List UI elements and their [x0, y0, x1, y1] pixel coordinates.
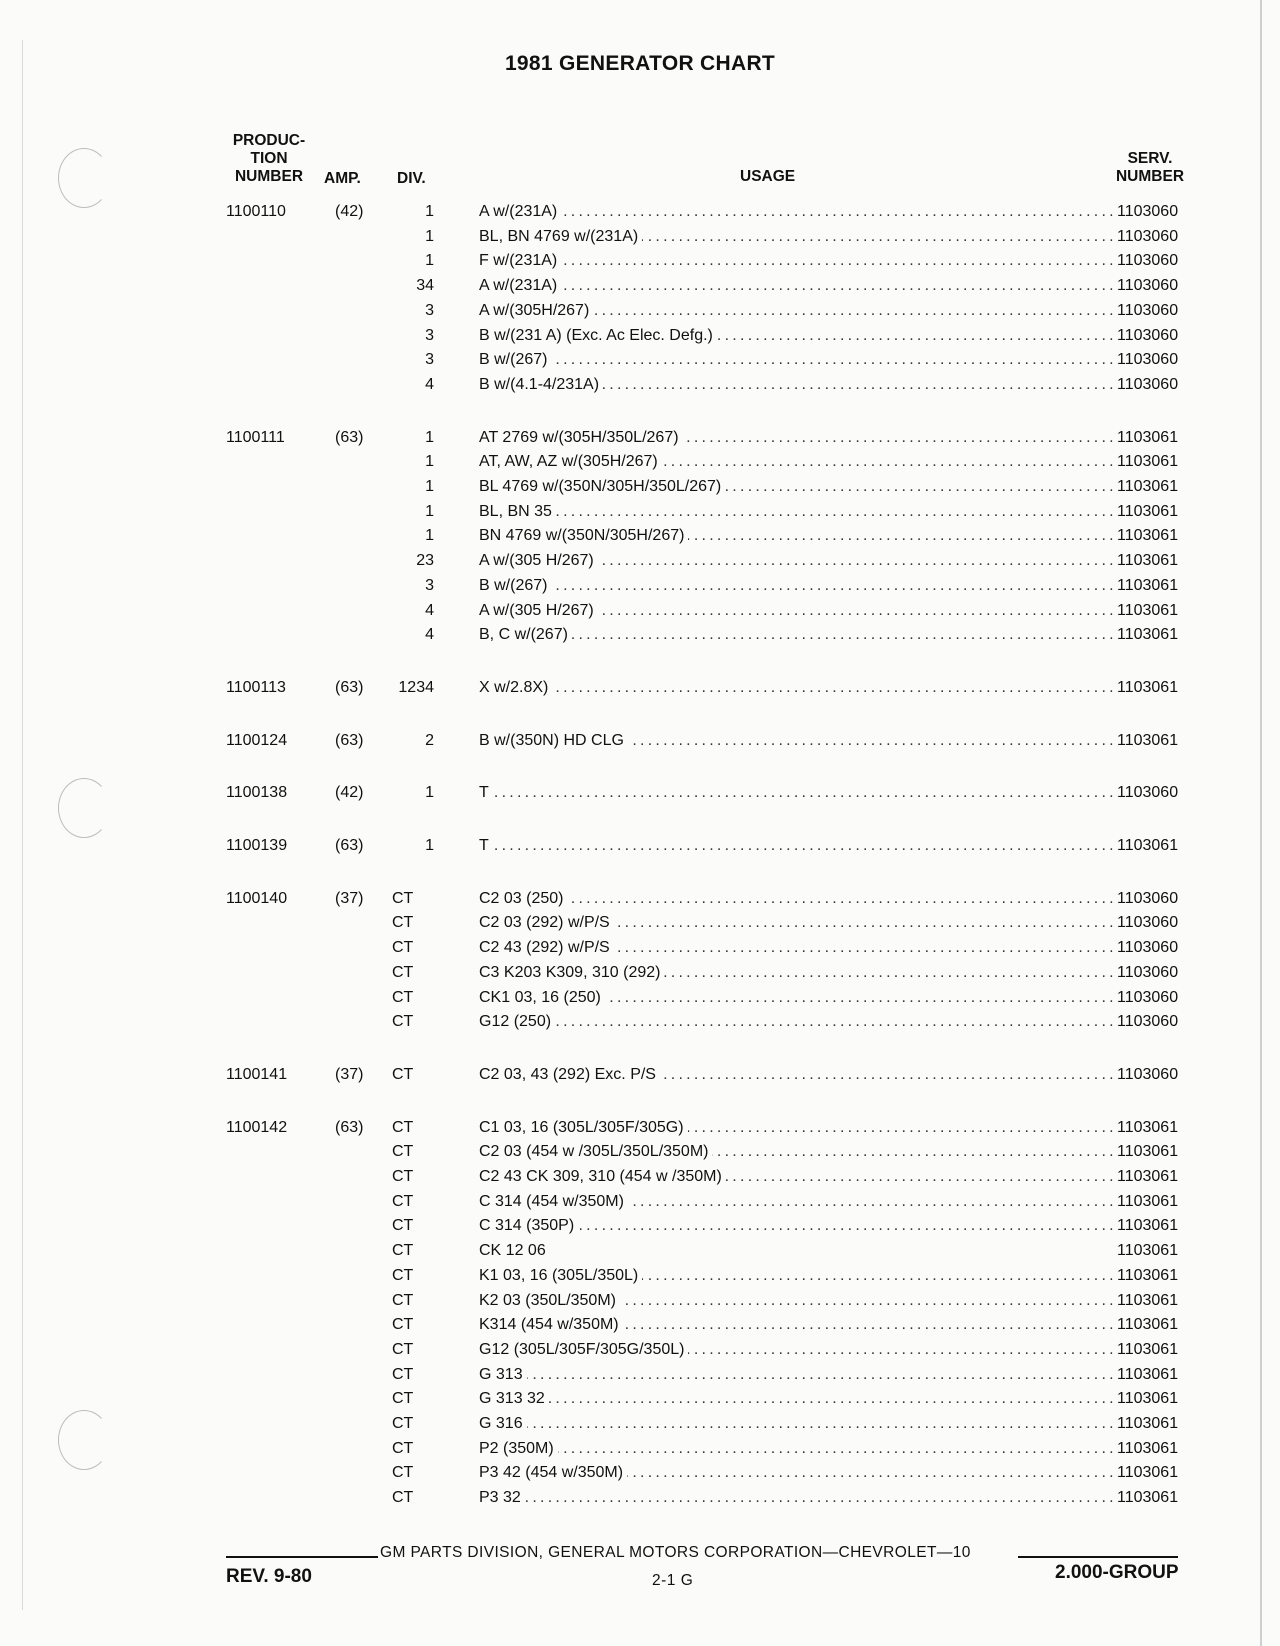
usage-cell — [479, 676, 1113, 700]
usage-text: A w/(231A) — [479, 203, 561, 220]
usage-cell — [479, 887, 1113, 911]
table-row — [0, 1412, 1280, 1436]
production-number-cell: 1100110 — [226, 203, 286, 220]
div-cell: CT — [392, 939, 414, 957]
usage-text: CK1 03, 16 (250) — [479, 989, 605, 1006]
usage-cell — [479, 373, 1113, 397]
serv-number-cell: 1103061 — [1117, 626, 1179, 644]
usage-cell — [479, 1437, 1113, 1461]
footer-division: GM PARTS DIVISION, GENERAL MOTORS CORPORATION—CHEVROLET—10 — [380, 1544, 971, 1561]
header-div: DIV. — [397, 170, 426, 187]
usage-cell — [479, 426, 1113, 450]
page-code: 2-1 G — [652, 1572, 694, 1589]
table-row — [0, 200, 1280, 224]
table-row — [0, 599, 1280, 623]
usage-text: C1 03, 16 (305L/305F/305G) — [479, 1119, 688, 1136]
table-row — [0, 426, 1280, 450]
production-number-cell: 1100141 — [226, 1065, 288, 1083]
serv-number-cell: 1103061 — [1117, 731, 1179, 749]
usage-cell — [479, 249, 1113, 273]
div-cell: 1234 — [398, 678, 434, 696]
div-cell: 1 — [425, 453, 434, 471]
usage-text: AT, AW, AZ w/(305H/267) — [479, 453, 662, 470]
serv-number-cell: 1103061 — [1117, 478, 1179, 495]
usage-cell — [479, 1116, 1113, 1140]
table-row — [0, 524, 1280, 548]
usage-text: C2 03 (454 w /305L/350L/350M) — [479, 1143, 712, 1160]
div-cell: CT — [392, 1242, 414, 1260]
usage-text: P2 (350M) — [479, 1440, 558, 1457]
serv-number-cell: 1103060 — [1117, 889, 1179, 907]
table-row — [0, 1437, 1280, 1461]
serv-number-cell: 1103061 — [1117, 1143, 1179, 1161]
usage-text: C2 43 (292) w/P/S — [479, 939, 614, 956]
table-row — [0, 225, 1280, 249]
usage-text: A w/(231A) — [479, 277, 561, 294]
usage-text: G12 (305L/305F/305G/350L) — [479, 1341, 688, 1358]
div-cell: 1 — [425, 252, 434, 270]
table-row — [0, 1214, 1280, 1238]
header-production-number — [224, 132, 314, 186]
serv-number-cell: 1103061 — [1117, 1242, 1179, 1260]
revision-label: REV. 9-80 — [226, 1566, 312, 1587]
div-cell: CT — [392, 1415, 414, 1432]
table-row — [0, 936, 1280, 960]
div-cell: 4 — [425, 626, 434, 644]
production-number-cell: 1100113 — [226, 678, 286, 696]
usage-text: CK 12 06 — [479, 1242, 550, 1259]
table-row — [0, 475, 1280, 499]
header-usage: USAGE — [740, 168, 796, 185]
table-row — [0, 961, 1280, 985]
punch-hole — [58, 148, 110, 208]
div-cell: CT — [392, 1291, 414, 1309]
usage-text: C 314 (350P) — [479, 1217, 578, 1234]
table-row — [0, 1363, 1280, 1387]
usage-cell — [479, 834, 1113, 858]
usage-cell — [479, 1214, 1113, 1238]
usage-text: BN 4769 w/(350N/305H/267) — [479, 527, 688, 544]
usage-text: P3 32 — [479, 1489, 525, 1506]
usage-cell — [479, 1063, 1113, 1087]
usage-cell — [479, 574, 1113, 598]
usage-text: G12 (250) — [479, 1013, 555, 1030]
usage-cell — [479, 1338, 1113, 1362]
table-row — [0, 834, 1280, 858]
serv-number-cell: 1103060 — [1117, 203, 1179, 220]
div-cell: 1 — [425, 203, 434, 220]
serv-number-cell: 1103060 — [1117, 301, 1179, 319]
usage-text: C 314 (454 w/350M) — [479, 1193, 628, 1210]
usage-text: C2 43 CK 309, 310 (454 w /350M) — [479, 1168, 726, 1185]
table-row — [0, 1116, 1280, 1140]
production-number-cell: 1100139 — [226, 837, 288, 854]
table-row — [0, 1010, 1280, 1034]
div-cell: CT — [392, 1316, 414, 1334]
div-cell: 2 — [425, 731, 434, 749]
div-cell: 4 — [425, 375, 434, 393]
usage-cell — [479, 1140, 1113, 1164]
serv-number-cell: 1103061 — [1117, 1390, 1179, 1408]
table-row — [0, 1461, 1280, 1485]
group-label: 2.000-GROUP — [1055, 1562, 1179, 1583]
usage-cell — [479, 200, 1113, 224]
usage-text: T — [479, 784, 493, 801]
usage-cell — [479, 986, 1113, 1010]
div-cell: 1 — [425, 227, 434, 245]
amp-cell: (63) — [335, 678, 364, 696]
serv-number-cell: 1103061 — [1117, 1489, 1179, 1507]
div-cell: 1 — [425, 428, 434, 446]
serv-number-cell: 1103061 — [1117, 1118, 1179, 1136]
serv-number-cell: 1103060 — [1117, 1013, 1179, 1031]
div-cell: CT — [392, 1266, 414, 1284]
serv-number-cell: 1103061 — [1117, 1439, 1179, 1457]
div-cell: CT — [392, 1489, 414, 1507]
serv-number-cell: 1103061 — [1117, 1266, 1179, 1284]
usage-text: A w/(305 H/267) — [479, 602, 598, 619]
production-number-cell: 1100142 — [226, 1118, 288, 1136]
usage-cell — [479, 911, 1113, 935]
serv-number-cell: 1103061 — [1117, 1217, 1179, 1235]
div-cell: CT — [392, 1013, 414, 1031]
usage-cell — [479, 599, 1113, 623]
page-title: 1981 GENERATOR CHART — [504, 52, 776, 75]
div-cell: CT — [392, 914, 414, 932]
usage-cell — [479, 781, 1113, 805]
usage-cell — [479, 225, 1113, 249]
usage-cell — [479, 1264, 1113, 1288]
usage-text: C2 03 (292) w/P/S — [479, 914, 614, 931]
table-row — [0, 1190, 1280, 1214]
table-row — [0, 450, 1280, 474]
div-cell: 3 — [425, 326, 434, 344]
usage-text: G 313 — [479, 1366, 527, 1383]
usage-cell — [479, 324, 1113, 348]
div-cell: 3 — [425, 351, 434, 369]
table-row — [0, 676, 1280, 700]
serv-number-cell: 1103060 — [1117, 375, 1179, 393]
usage-cell — [479, 936, 1113, 960]
usage-text: B w/(350N) HD CLG — [479, 732, 628, 749]
usage-text: AT 2769 w/(305H/350L/267) — [479, 429, 683, 446]
table-row — [0, 887, 1280, 911]
serv-number-cell: 1103061 — [1117, 1365, 1179, 1383]
usage-text: B w/(267) — [479, 351, 551, 368]
serv-number-cell: 1103060 — [1117, 988, 1179, 1006]
serv-number-cell: 1103060 — [1117, 939, 1179, 957]
table-row — [0, 1289, 1280, 1313]
usage-cell — [479, 1387, 1113, 1411]
usage-cell — [479, 1165, 1113, 1189]
usage-cell — [479, 1363, 1113, 1387]
usage-cell — [479, 1313, 1113, 1337]
header-serv-number — [1110, 150, 1190, 186]
table-row — [0, 1338, 1280, 1362]
table-row — [0, 274, 1280, 298]
amp-cell: (37) — [335, 889, 364, 907]
serv-number-cell: 1103061 — [1117, 502, 1179, 520]
production-number-cell: 1100124 — [226, 731, 288, 749]
div-cell: CT — [392, 1365, 414, 1383]
table-row — [0, 1140, 1280, 1164]
serv-number-cell: 1103061 — [1117, 552, 1179, 570]
usage-cell — [479, 1486, 1113, 1510]
header-amp: AMP. — [324, 170, 361, 187]
table-row — [0, 324, 1280, 348]
amp-cell: (37) — [335, 1065, 364, 1083]
div-cell: CT — [392, 988, 414, 1006]
usage-cell — [479, 1239, 1113, 1263]
usage-text: BL, BN 4769 w/(231A) — [479, 228, 642, 245]
footer-rule — [1018, 1556, 1178, 1558]
table-row — [0, 781, 1280, 805]
usage-cell — [479, 1412, 1113, 1436]
production-number-cell: 1100140 — [226, 889, 288, 907]
usage-text: G 313 32 — [479, 1390, 549, 1407]
serv-number-cell: 1103061 — [1117, 1291, 1179, 1309]
usage-text: A w/(305 H/267) — [479, 552, 598, 569]
footer-rule — [226, 1556, 378, 1558]
div-cell: CT — [392, 963, 414, 981]
usage-cell — [479, 1289, 1113, 1313]
usage-cell — [479, 524, 1113, 548]
table-row — [0, 574, 1280, 598]
serv-number-cell: 1103061 — [1117, 453, 1179, 471]
usage-text: K2 03 (350L/350M) — [479, 1292, 620, 1309]
header-serv-number-text: SERV. NUMBER — [1115, 150, 1185, 185]
usage-cell — [479, 1010, 1113, 1034]
serv-number-cell: 1103060 — [1117, 1065, 1179, 1083]
serv-number-cell: 1103060 — [1117, 914, 1179, 932]
div-cell: 1 — [425, 784, 434, 802]
div-cell: CT — [392, 1439, 414, 1457]
table-row — [0, 1486, 1280, 1510]
table-row — [0, 1239, 1280, 1263]
serv-number-cell: 1103061 — [1117, 1192, 1179, 1210]
serv-number-cell: 1103060 — [1117, 326, 1179, 344]
div-cell: CT — [392, 1390, 414, 1408]
div-cell: CT — [392, 1340, 414, 1358]
div-cell: CT — [392, 1192, 414, 1210]
div-cell: 3 — [425, 301, 434, 319]
div-cell: CT — [392, 1168, 414, 1185]
serv-number-cell: 1103061 — [1117, 1168, 1179, 1185]
usage-text: G 316 — [479, 1415, 527, 1432]
table-row — [0, 373, 1280, 397]
serv-number-cell: 1103060 — [1117, 227, 1179, 245]
usage-text: C2 03, 43 (292) Exc. P/S — [479, 1066, 660, 1083]
div-cell: 1 — [425, 837, 434, 854]
usage-cell — [479, 1190, 1113, 1214]
usage-text: A w/(305H/267) — [479, 302, 593, 319]
production-number-cell: 1100138 — [226, 784, 288, 802]
div-cell: 1 — [425, 478, 434, 495]
div-cell: 34 — [416, 277, 434, 295]
usage-cell — [479, 450, 1113, 474]
div-cell: CT — [392, 1217, 414, 1235]
usage-cell — [479, 961, 1113, 985]
serv-number-cell: 1103060 — [1117, 277, 1179, 295]
serv-number-cell: 1103061 — [1117, 1415, 1179, 1432]
serv-number-cell: 1103061 — [1117, 1340, 1179, 1358]
serv-number-cell: 1103061 — [1117, 428, 1179, 446]
div-cell: 3 — [425, 576, 434, 594]
usage-text: P3 42 (454 w/350M) — [479, 1464, 627, 1481]
usage-text: B w/(4.1-4/231A) — [479, 376, 603, 393]
div-cell: 1 — [425, 527, 434, 545]
table-row — [0, 911, 1280, 935]
serv-number-cell: 1103061 — [1117, 678, 1179, 696]
div-cell: CT — [392, 889, 414, 907]
serv-number-cell: 1103061 — [1117, 576, 1179, 594]
table-row — [0, 1387, 1280, 1411]
serv-number-cell: 1103061 — [1117, 527, 1179, 545]
amp-cell: (63) — [335, 837, 364, 854]
amp-cell: (63) — [335, 731, 364, 749]
usage-cell — [479, 500, 1113, 524]
div-cell: 1 — [425, 502, 434, 520]
usage-text: X w/2.8X) — [479, 679, 552, 696]
usage-cell — [479, 299, 1113, 323]
table-row — [0, 729, 1280, 753]
usage-text: T — [479, 837, 493, 854]
serv-number-cell: 1103060 — [1117, 963, 1179, 981]
table-row — [0, 549, 1280, 573]
serv-number-cell: 1103060 — [1117, 351, 1179, 369]
table-row — [0, 1165, 1280, 1189]
serv-number-cell: 1103061 — [1117, 1316, 1179, 1334]
serv-number-cell: 1103060 — [1117, 252, 1179, 270]
serv-number-cell: 1103061 — [1117, 837, 1179, 854]
usage-text: C2 03 (250) — [479, 890, 568, 907]
div-cell: 23 — [416, 552, 434, 570]
table-row — [0, 1264, 1280, 1288]
div-cell: CT — [392, 1065, 414, 1083]
usage-cell — [479, 1461, 1113, 1485]
table-row — [0, 623, 1280, 647]
usage-cell — [479, 475, 1113, 499]
usage-text: B w/(231 A) (Exc. Ac Elec. Defg.) — [479, 327, 717, 344]
usage-cell — [479, 623, 1113, 647]
usage-cell — [479, 549, 1113, 573]
amp-cell: (63) — [335, 428, 364, 446]
usage-text: BL 4769 w/(350N/305H/350L/267) — [479, 478, 725, 495]
div-cell: CT — [392, 1464, 414, 1482]
div-cell: 4 — [425, 601, 434, 619]
usage-text: B, C w/(267) — [479, 626, 572, 643]
amp-cell: (42) — [335, 203, 364, 220]
usage-text: F w/(231A) — [479, 252, 561, 269]
serv-number-cell: 1103061 — [1117, 601, 1179, 619]
div-cell: CT — [392, 1143, 414, 1161]
table-row — [0, 249, 1280, 273]
table-row — [0, 986, 1280, 1010]
usage-text: K314 (454 w/350M) — [479, 1316, 623, 1333]
usage-text: C3 K203 K309, 310 (292) — [479, 964, 664, 981]
usage-cell — [479, 274, 1113, 298]
usage-text: BL, BN 35 — [479, 503, 556, 520]
header-production-number-text: PRODUC- TION NUMBER — [232, 132, 306, 185]
usage-text: B w/(267) — [479, 577, 551, 594]
table-row — [0, 299, 1280, 323]
serv-number-cell: 1103061 — [1117, 1464, 1179, 1482]
table-row — [0, 348, 1280, 372]
table-row — [0, 500, 1280, 524]
amp-cell: (63) — [335, 1118, 364, 1136]
table-row — [0, 1063, 1280, 1087]
usage-cell — [479, 729, 1113, 753]
production-number-cell: 1100111 — [226, 428, 285, 446]
serv-number-cell: 1103060 — [1117, 784, 1179, 802]
usage-cell — [479, 348, 1113, 372]
div-cell: CT — [392, 1118, 414, 1136]
table-row — [0, 1313, 1280, 1337]
usage-text: K1 03, 16 (305L/350L) — [479, 1267, 642, 1284]
amp-cell: (42) — [335, 784, 364, 802]
